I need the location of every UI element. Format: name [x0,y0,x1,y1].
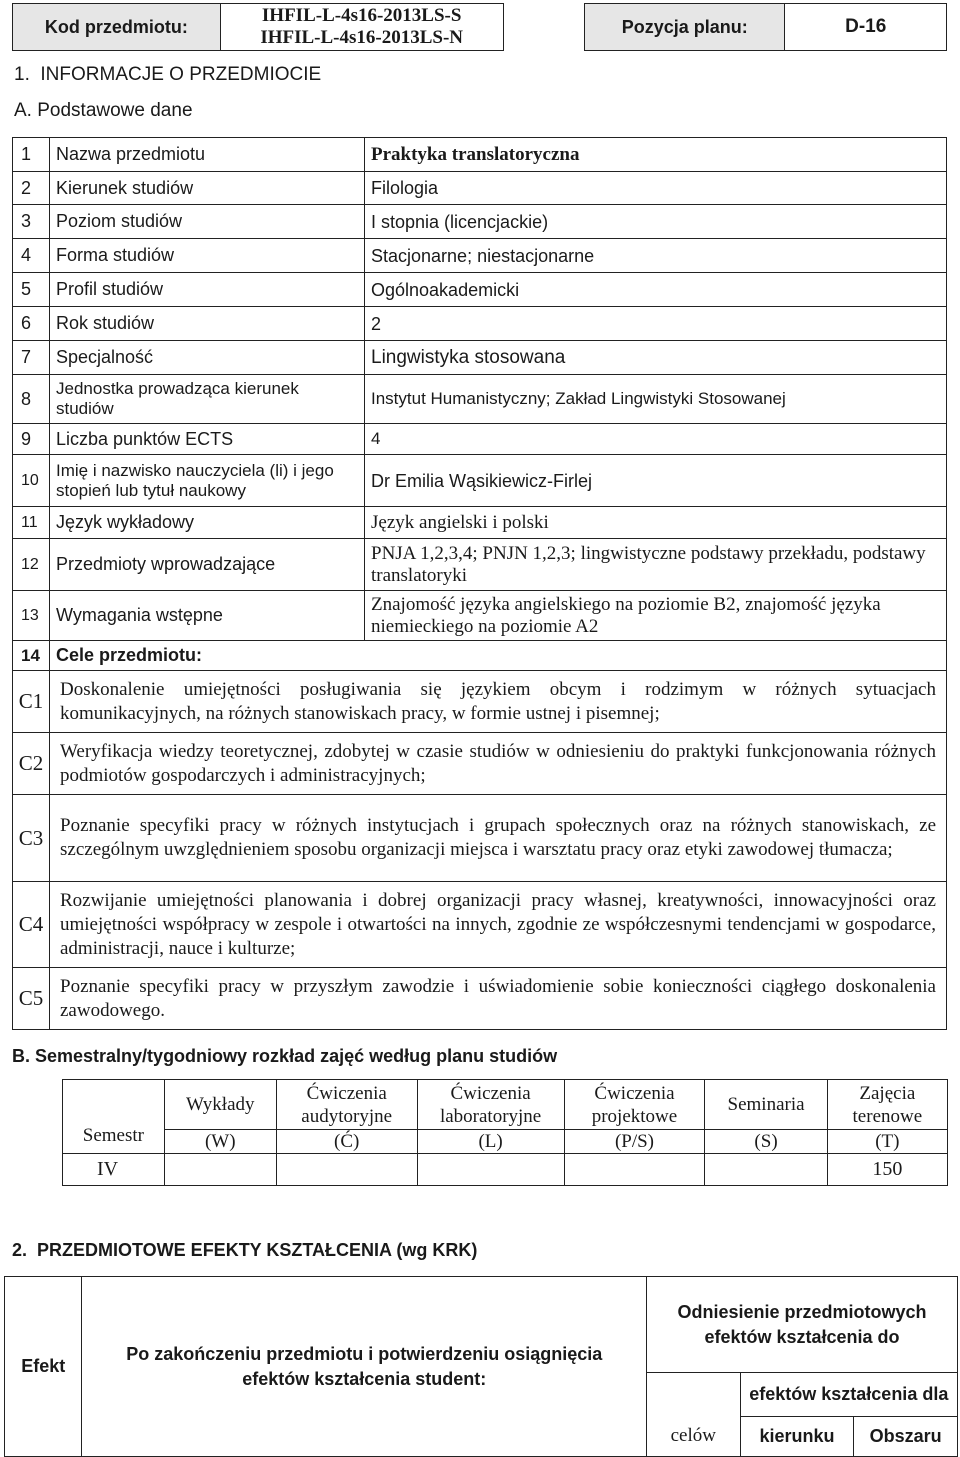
table-row [13,507,947,539]
table-row [13,424,947,455]
cell-value [564,1154,705,1186]
row-number: 12 [13,539,50,591]
student-header: Po zakończeniu przedmiotu i potwierdzeniu osiągnięcia efektów kształcenia student: [82,1277,647,1457]
goal-code: C2 [13,733,50,795]
row-label: Wymagania wstępne [50,591,365,641]
col-code: (T) [827,1130,947,1154]
row-label: Forma studiów [50,239,365,273]
row-value: Instytut Humanistyczny; Zakład Lingwistyki Stosowanej [365,375,947,424]
row-label: Jednostka prowadząca kierunek studiów [50,375,365,424]
col-code: (P/S) [564,1130,705,1154]
col-code: (W) [164,1130,276,1154]
col-header: Seminaria [705,1080,827,1130]
effects-for-header: efektów kształcenia dla [740,1373,957,1417]
row-number: 8 [13,375,50,424]
row-value: Lingwistyka stosowana [365,341,947,375]
table-row [13,138,947,172]
row-label: Kierunek studiów [50,172,365,205]
effects-table [4,1276,958,1457]
table-row [13,591,947,641]
row-number: 11 [13,507,50,539]
course-code-s: IHFIL-L-4s16-2013LS-S [261,5,462,26]
course-header [12,3,947,51]
section1-title: 1. INFORMACJE O PRZEDMIOCIE [14,64,322,85]
area-header: Obszaru [854,1417,958,1457]
col-code: (Ć) [276,1130,417,1154]
row-label: Imię i nazwisko nauczyciela (li) i jego stopień lub tytuł naukowy [50,455,365,507]
col-header: Wykłady [164,1080,276,1130]
goal-text: Poznanie specyfiki pracy w różnych instytucjach i grupach społecznych oraz na różnych stanowiskach, ze szczególnym uwzględnieniem sposobu organizacji miejsca i warsztatu pracy oraz etyki zawodowej tłumacza; [50,795,947,882]
row-value: Praktyka translatoryczna [365,138,947,172]
row-value: 4 [365,424,947,455]
col-code: (L) [417,1130,564,1154]
row-value: PNJA 1,2,3,4; PNJN 1,2,3; lingwistyczne podstawy przekładu, podstawy translatoryki [365,539,947,591]
goal-code: C3 [13,795,50,882]
row-label: Język wykładowy [50,507,365,539]
schedule-code-row [63,1130,948,1154]
cell-value [164,1154,276,1186]
section2-title: 2. PRZEDMIOTOWE EFEKTY KSZTAŁCENIA (wg KRK) [12,1240,478,1260]
goal-code: C5 [13,968,50,1030]
section-a-title: A. Podstawowe dane [14,100,193,121]
row-value: Ogólnoakademicki [365,273,947,307]
row-value: I stopnia (licencjackie) [365,205,947,239]
col-code: (S) [705,1130,827,1154]
row-value: Język angielski i polski [365,507,947,539]
cell-value [705,1154,827,1186]
relation-header: Odniesienie przedmiotowych efektów kształcenia do [647,1277,958,1373]
table-row [13,455,947,507]
row-number: 5 [13,273,50,307]
row-number: 13 [13,591,50,641]
plan-position-value: D-16 [785,4,947,51]
row-value: Filologia [365,172,947,205]
row-number: 2 [13,172,50,205]
row-label: Specjalność [50,341,365,375]
goal-row [13,795,947,882]
row-number: 7 [13,341,50,375]
table-row [13,172,947,205]
section-b-title: B. Semestralny/tygodniowy rozkład zajęć według planu studiów [12,1046,558,1066]
row-label: Profil studiów [50,273,365,307]
table-row [13,239,947,273]
row-number: 1 [13,138,50,172]
schedule-table [62,1079,948,1186]
table-row [13,539,947,591]
col-header: Ćwiczenia laboratoryjne [417,1080,564,1130]
table-row [13,307,947,341]
row-label: Poziom studiów [50,205,365,239]
goal-text: Poznanie specyfiki pracy w przyszłym zawodzie i uświadomienie sobie konieczności ciągłego doskonalenia zawodowego. [50,968,947,1030]
goal-code: C1 [13,671,50,733]
goal-code: C4 [13,882,50,968]
row-number: 3 [13,205,50,239]
goals-header-row [13,641,947,671]
cell-value [417,1154,564,1186]
effect-header: Efekt [5,1277,82,1457]
row-label: Rok studiów [50,307,365,341]
semester-header: Semestr [63,1080,165,1154]
header-gap [503,4,584,51]
field-header: kierunku [740,1417,854,1457]
course-code-n: IHFIL-L-4s16-2013LS-N [260,27,464,48]
goals-title: Cele przedmiotu: [50,641,947,671]
cell-value: 150 [827,1154,947,1186]
row-number: 14 [13,641,50,671]
goal-row [13,733,947,795]
goal-text: Doskonalenie umiejętności posługiwania się językiem obcym i rodzimym w różnych sytuacjach komunikacyjnych, na różnych stanowiskach pracy, w formie ustnej i pisemnej; [50,671,947,733]
row-value: Dr Emilia Wąsikiewicz-Firlej [365,455,947,507]
row-number: 9 [13,424,50,455]
course-code-label: Kod przedmiotu: [13,4,221,51]
table-row [13,273,947,307]
plan-position-label: Pozycja planu: [585,4,785,51]
row-value: Znajomość języka angielskiego na poziomie B2, znajomość języka niemieckiego na poziomie A2 [365,591,947,641]
effects-header-row [5,1277,958,1373]
col-header: Zajęcia terenowe [827,1080,947,1130]
row-number: 10 [13,455,50,507]
row-label: Liczba punktów ECTS [50,424,365,455]
goals-header: celów [647,1373,741,1457]
row-value: Stacjonarne; niestacjonarne [365,239,947,273]
table-row [13,205,947,239]
schedule-value-row [63,1154,948,1186]
schedule-header-row [63,1080,948,1130]
row-number: 4 [13,239,50,273]
goal-row [13,882,947,968]
row-label: Nazwa przedmiotu [50,138,365,172]
basic-data-table [12,137,947,1030]
goal-text: Rozwijanie umiejętności planowania i dobrej organizacji pracy własnej, kreatywności, innowacyjności oraz umiejętności współpracy w zespole i otwartości na innych, zgodnie ze współczesnymi tendencjami w gospodarce, administracji, nauce i kulturze; [50,882,947,968]
goal-row [13,968,947,1030]
row-number: 6 [13,307,50,341]
row-value: 2 [365,307,947,341]
goal-row [13,671,947,733]
cell-value [276,1154,417,1186]
goal-text: Weryfikacja wiedzy teoretycznej, zdobytej w czasie studiów w odniesieniu do praktyki funkcjonowania różnych podmiotów gospodarczych i administracyjnych; [50,733,947,795]
table-row [13,341,947,375]
row-label: Przedmioty wprowadzające [50,539,365,591]
col-header: Ćwiczenia projektowe [564,1080,705,1130]
table-row [13,375,947,424]
semester-value: IV [63,1154,165,1186]
col-header: Ćwiczenia audytoryjne [276,1080,417,1130]
course-codes [220,4,503,51]
